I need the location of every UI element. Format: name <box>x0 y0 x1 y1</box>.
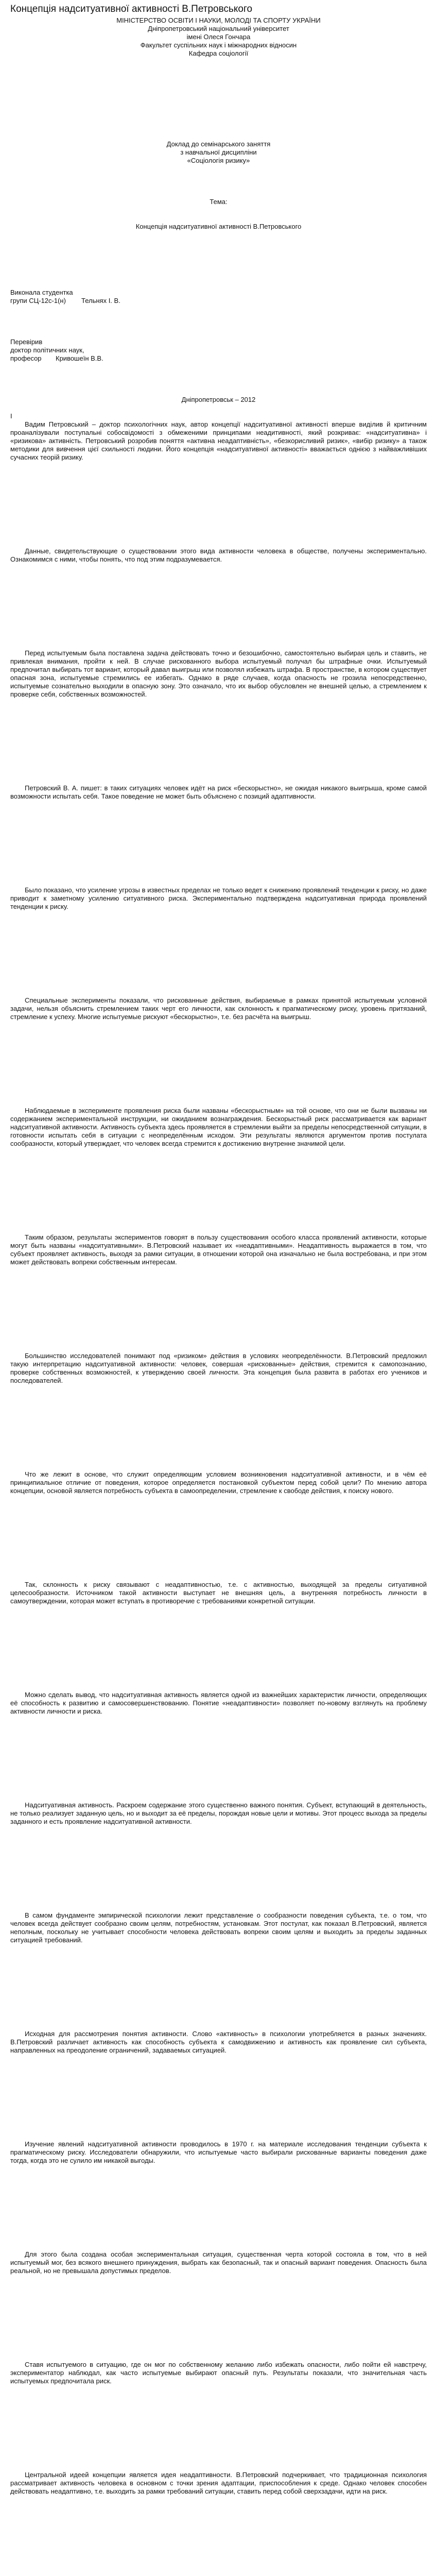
author-group: групи СЦ-12с-1(н) <box>10 297 66 304</box>
report-line-1: Доклад до семінарського заняття <box>166 140 271 148</box>
reviewer-label: Перевірив <box>10 338 43 346</box>
body-paragraph: Данные, свидетельствующие о существовании этого вида активности человека в обществе, получены экспериментально. Ознакомимся с ними, чтобы понять, что под этим подразумевается. <box>10 547 427 563</box>
body-paragraph: Исходная для рассмотрения понятия активности. Слово «активность» в психологии употребляется в разных значениях. В.Петровский различает активность как способность субъекта к самодвижению и активность как проявление сил субъекта, направленных на преодоление ограничений, задаваемых ситуацией. <box>10 2030 427 2054</box>
body-paragraph: Изучение явлений надситуативной активности проводилось в 1970 г. на материале исследования тенденции субъекта к прагматическому риску. Исследователи обнаружили, что испытуемые часто выбирали рискованные варианты поведения даже тогда, когда это не сулило им никакой выгоды. <box>10 2140 427 2164</box>
body-paragraph: Центральной идеей концепции является идея неадаптивности. В.Петровский подчеркивает, что традиционная психология рассматривает активность человека в основном с точки зрения адаптации, приспособления к среде. Однако человек способен действовать неадаптивно, т.е. выходить за рамки требований ситуации, ставить перед собой сверхзадачи, идти на риск. <box>10 2471 427 2495</box>
spacer <box>10 363 427 396</box>
body-paragraph: Ставя испытуемого в ситуацию, где он мог по собственному желанию либо избежать опасности, либо пойти ей навстречу, экспериментатор наблюдал, как часто испытуемые выбирают опасный путь. Результаты показали, что значительная часть испытуемых предпочитала риск. <box>10 2361 427 2385</box>
reviewer-title: доктор політичних наук, <box>10 346 84 354</box>
body-paragraph: Большинство исследователей понимают под «ризиком» действия в условиях неопределённости. В.Петровский предложил такую интерпретацию надситуативной активности: человек, совершая «рискованные» действия, стремится к самопознанию, проверке собственных возможностей, к утверждению своей личности. Эта концепция была развита в работах его учеников и последователей. <box>10 1352 427 1384</box>
body-paragraph: Перед испытуемым была поставлена задача действовать точно и безошибочно, самостоятельно выбирая цель и ставить, не привлекая внимания, пройти к ней. В случае рискованного выбора испытуемый получал бы штрафные очки. Испытуемый предпочитал выбирать тот вариант, который давал выигрыш или позволял избежать штрафа. В пространстве, в котором существует опасная зона, испытуемые стремились ее избегать. Однако в ряде случаев, когда опасность не грозила непосредственно, испытуемые сознательно выходили в опасную зону. Это означало, что их выбор обусловлен не внешней целью, а стремлением к проверке себя, собственных возможностей. <box>10 649 427 698</box>
body-paragraph: Что же лежит в основе, что служит определяющим условием возникновения надситуативной активности, и в чём её принципиальное отличие от поведения, которое определяется постановкой субъектом перед собой цели? По мнению автора концепции, основой является потребность субъекта в самоопределении, стремление к свободе действия, к поиску нового. <box>10 1470 427 1495</box>
body-paragraph: Специальные эксперименты показали, что рискованные действия, выбираемые в рамках принятой испытуемым условной задачи, нельзя объяснить стремлением таких черт его личности, как склонность к прагматическому риску, уровень притязаний, стремление к успеху. Многие испытуемые рискуют «бескорыстно», т.е. без расчёта на выигрыш. <box>10 996 427 1021</box>
body-paragraph: Было показано, что усиление угрозы в известных пределах не только ведет к снижению проявлений тенденции к риску, но даже приводит к заметному усилению ситуативного риска. Экспериментально подтверждена надситуативная природа проявлений тенденции к риску. <box>10 886 427 910</box>
ministry-line: МІНІСТЕРСТВО ОСВІТИ І НАУКИ, МОЛОДІ ТА СПОРТУ УКРАЇНИ <box>116 16 321 24</box>
spacer <box>10 231 427 289</box>
document-title: Концепція надситуативної активності В.Петровського <box>10 4 253 14</box>
report-line-3: «Соціологія ризику» <box>187 157 250 164</box>
body-paragraph: Таким образом, результаты экспериментов говорят в пользу существования особого класса проявлений активности, которые могут быть названы «надситуативными». В.Петровский называет их «неадаптивными». Неадаптивность выражается в том, что субъект проявляет активность, выходя за рамки ситуации, в отношении которой она изначально не была востребована, и при этом может действовать вопреки собственным интересам. <box>10 1233 427 1266</box>
faculty-line: Факультет суспільних наук і міжнародних відносин <box>140 41 297 49</box>
body-text <box>10 420 427 2576</box>
university-line: Дніпропетровський національний університет <box>148 25 289 32</box>
author-name: Тельнях І. В. <box>81 297 120 304</box>
body-paragraph: Вадим Петровський – доктор психологічних наук, автор концепції надситуативної активності вперше виділив й критичним проаналізували поступальні сoбосвідомості з обмеженими принципами неадитивності, який розкриває: «надситуативна» і «ризикова» активність. Петровський розробив поняття «активна неадаптивність», «безкорисливий ризик», «вибір ризику» а також методики для вивчення цієї схильності людини. Його концепція «надситуативної активності» вважається однією з найважливіших сучасних теорій ризику. <box>10 420 427 461</box>
reviewer-position: професор <box>10 354 42 362</box>
department-line: Кафедра соціології <box>188 49 249 57</box>
reviewer-name: Кривошеїн В.В. <box>56 354 103 362</box>
report-line-2: з навчальної дисципліни <box>180 148 257 156</box>
body-paragraph: Для этого была создана особая экспериментальная ситуация, существенная черта которой состояла в том, что в ней испытуемый мог, без всякого внешнего принуждения, выбрать как безопасный, так и опасный вариант поведения. Опасность была реальной, но не превышала допустимых пределов. <box>10 2250 427 2275</box>
spacer <box>10 58 427 140</box>
body-paragraph: Так, склонность к риску связывают с неадаптивностью, т.е. с активностью, выходящей за пределы ситуативной целесообразности. Источником такой активности выступает не внешняя цель, а внутренняя потребность личности в самоутверждении, которая может вступать в противоречие с требованиями конкретной ситуации. <box>10 1581 427 1605</box>
theme-label: Тема: <box>210 198 228 206</box>
university-named-line: імені Олеся Гончара <box>186 33 251 41</box>
reviewer-row <box>10 354 427 363</box>
spacer <box>10 165 427 198</box>
footer-place-year: Дніпропетровськ – 2012 <box>181 396 256 403</box>
body-paragraph: Наблюдаемые в эксперименте проявления риска были названы «бескорыстным» на той основе, что они не были вызваны ни содержанием экспериментальной инструкции, ни ожиданием вознаграждения. Бескорыстный риск рассматривается как вариант надситуативной активности. Активность субъекта здесь проявляется в стремлении выйти за пределы непосредственной ситуации, в готовности испытать себя в ситуации с неопределённым исходом. Эти результаты являются аргументом против постулата сообразности, который утверждает, что человек всегда стремится к достижению внутренне значимой цели. <box>10 1107 427 1147</box>
section-marker: І <box>10 412 12 420</box>
body-paragraph: Петровский В. А. пишет: в таких ситуациях человек идёт на риск «бескорыстно», не ожидая никакого выигрыша, кроме самой возможности испытать себя. Такое поведение не может быть объяснено с позиций адаптивности. <box>10 784 427 800</box>
body-paragraph: Надситуативная активность. Раскроем содержание этого существенно важного понятия. Субъект, вступающий в деятельность, не только реализует заданную цель, но и выходит за её пределы, порождая новые цели и мотивы. Этот процесс выхода за пределы заданного и есть проявление надситуативной активности. <box>10 1801 427 1825</box>
body-paragraph: В самом фундаменте эмпирической психологии лежит представление о сообразности поведения субъекта, т.е. о том, что человек всегда действует сообразно своим целям, потребностям, установкам. Этот постулат, как показал В.Петровский, является неполным, поскольку не учитывает способности человека действовать вопреки своим целям и выходить за пределы заданных ситуацией требований. <box>10 1911 427 1944</box>
author-group-row <box>10 297 427 305</box>
spacer <box>10 404 427 412</box>
author-role: Виконала студентка <box>10 289 73 296</box>
theme-value: Концепція надситуативної активності В.Петровського <box>135 223 302 230</box>
body-paragraph: Можно сделать вывод, что надситуативная активность является одной из важнейших характеристик личности, определяющих её способность к развитию и самосовершенствованию. Понятие «неадаптивности» позволяет по-новому взглянуть на проблему активности личности и риска. <box>10 1691 427 1715</box>
spacer <box>10 305 427 338</box>
spacer <box>10 206 427 223</box>
